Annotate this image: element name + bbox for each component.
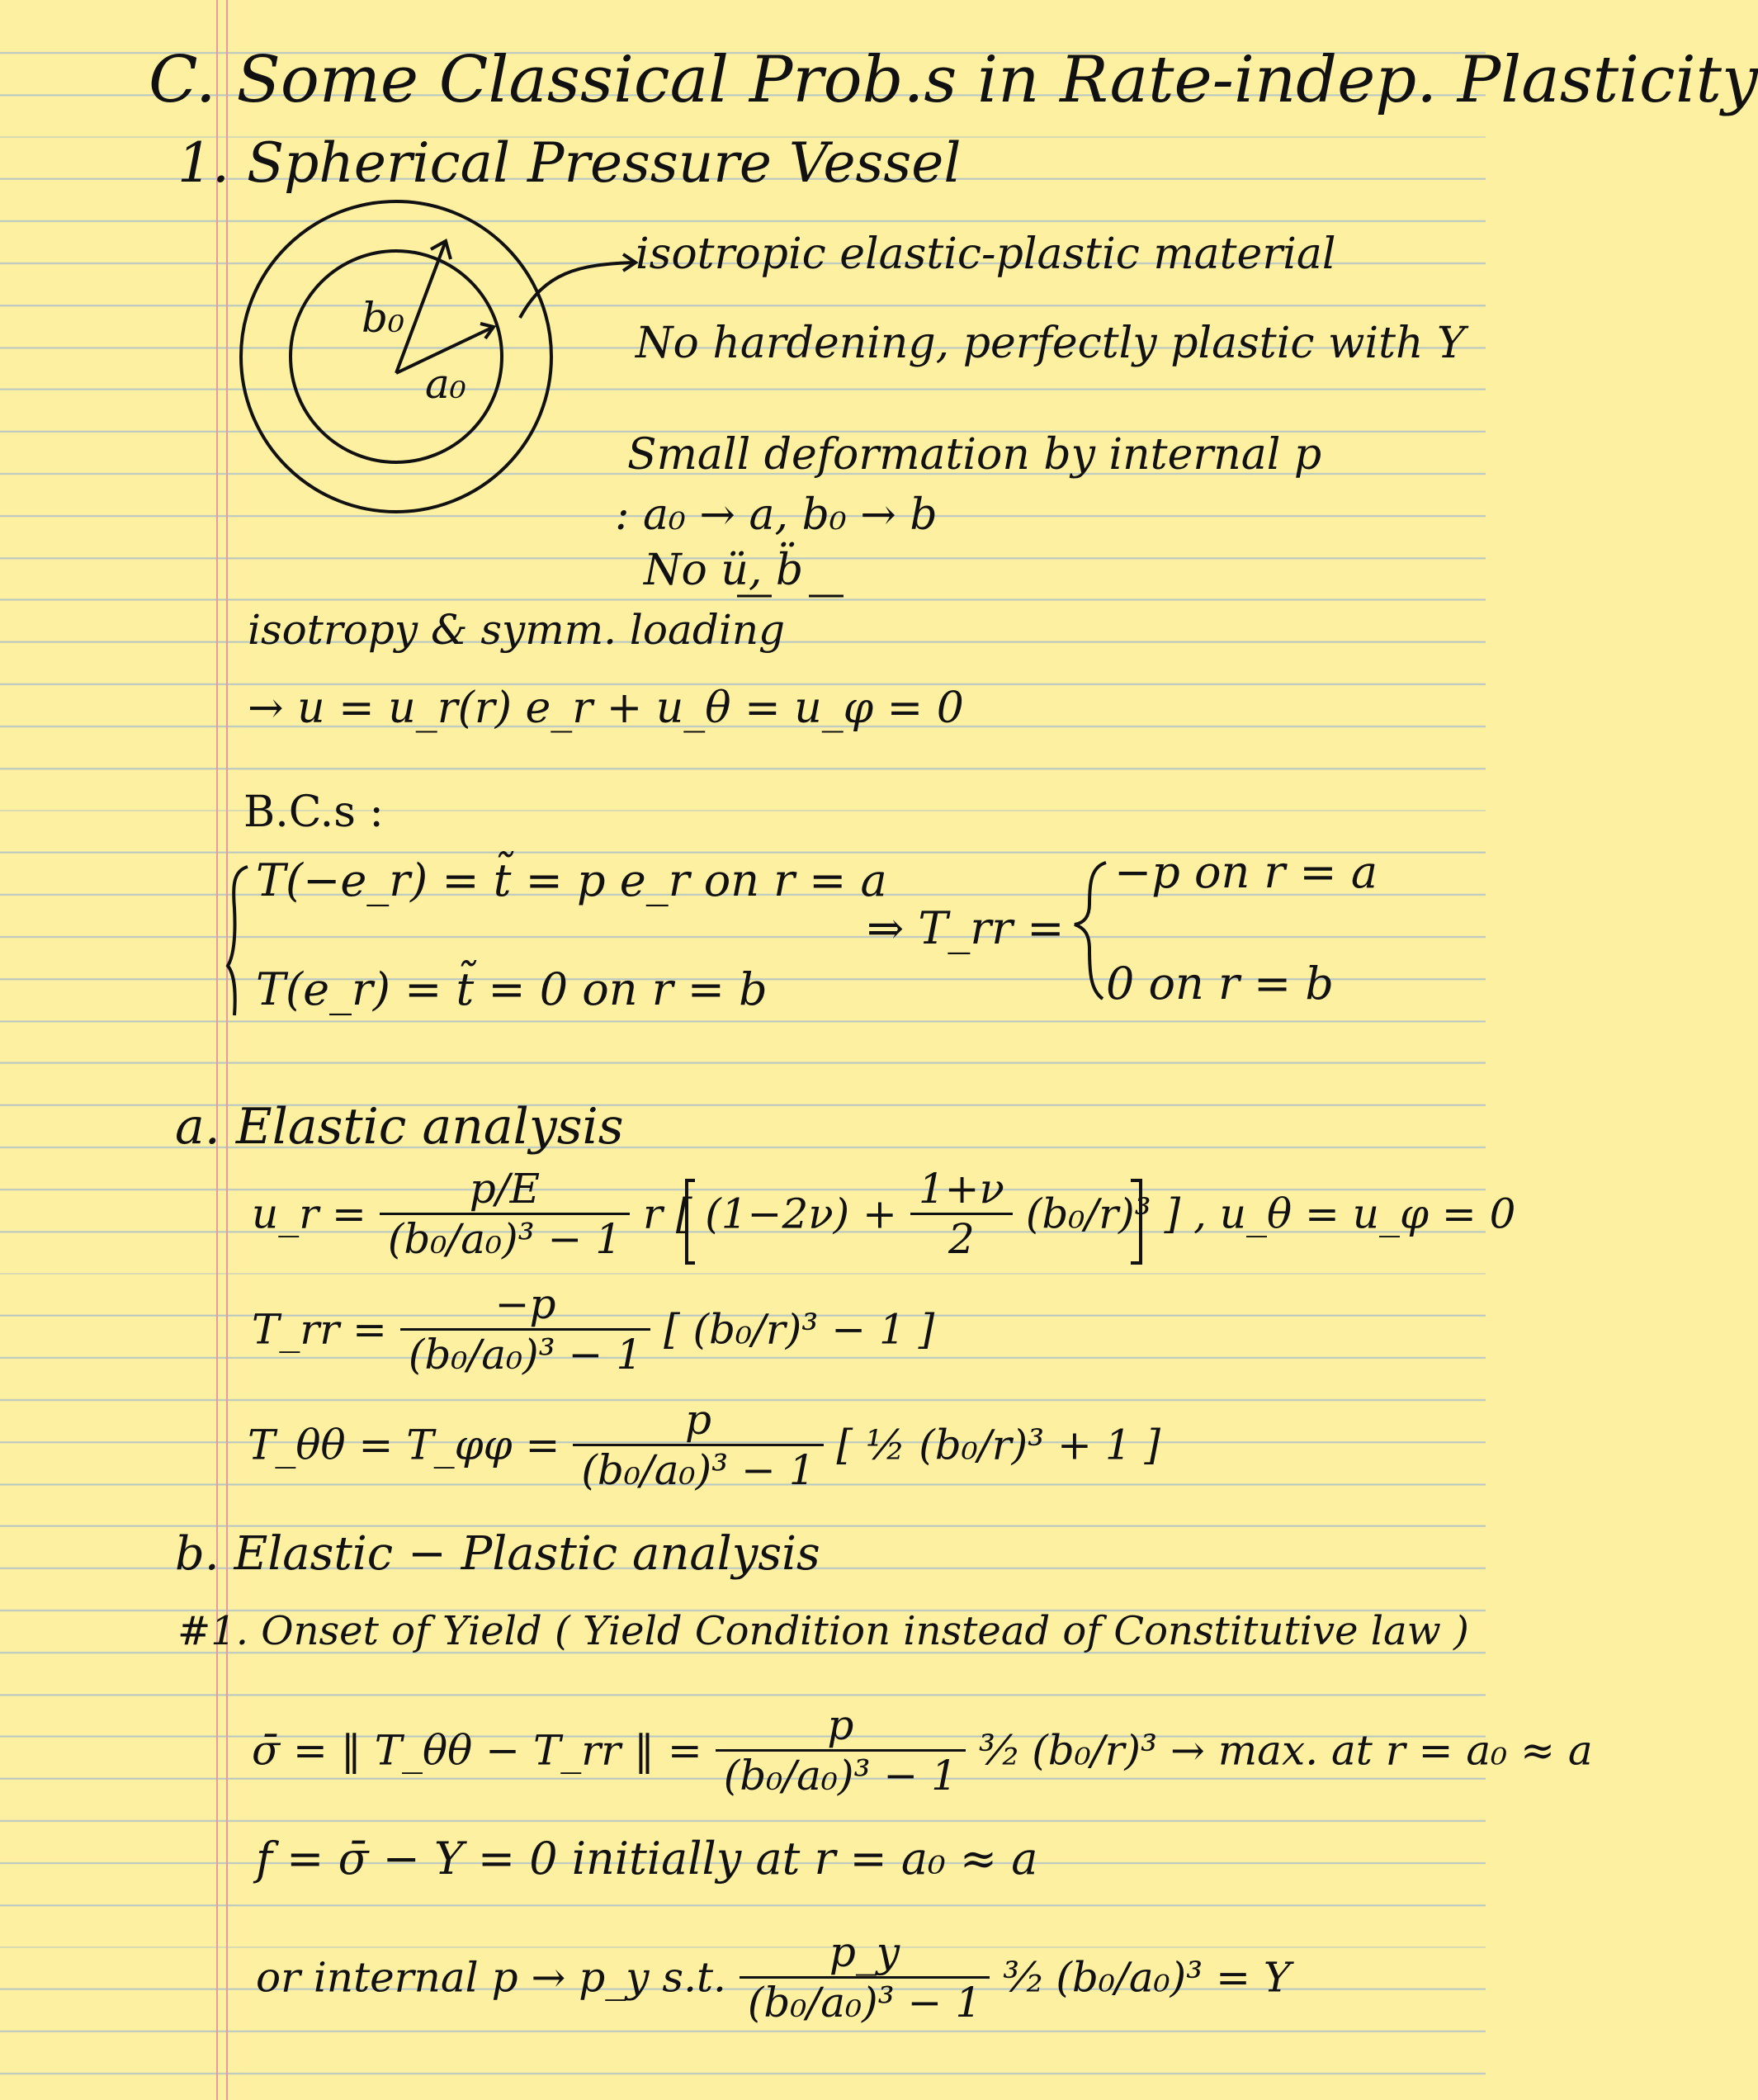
section-heading: 1. Spherical Pressure Vessel: [177, 131, 962, 195]
right-brace: [1075, 863, 1106, 999]
plastic-title: b. Elastic − Plastic analysis: [175, 1527, 820, 1581]
ur-poisson-fraction: $\frac{1+\nu}{2}$: [910, 1168, 1013, 1260]
label-b0: b₀: [362, 294, 405, 342]
symmetry-line-1: isotropy & symm. loading: [248, 606, 786, 654]
assumption-4: : a₀ → a, b₀ → b: [615, 490, 938, 540]
elastic-title: a. Elastic analysis: [175, 1098, 624, 1156]
inner-sphere: [291, 251, 502, 462]
outer-sphere: [241, 201, 551, 512]
bc-case-1: −p on r = a: [1114, 846, 1378, 898]
assumption-5: No ü, b̈: [644, 546, 804, 595]
tee-equation: T_θθ = T_φφ = $\frac{p}{\text{(b₀/a₀)³ − 1}}$ [ ½ (b₀/r)³ + 1 ]: [248, 1396, 1161, 1494]
trr-equation: T_rr = $\frac{-p}{\text{(b₀/a₀)³ − 1}}$ [ (b₀/r)³ − 1 ]: [252, 1280, 935, 1379]
bc-implies: ⇒ T_rr =: [867, 902, 1065, 954]
left-brace: [228, 867, 248, 1015]
assumption-3: Small deformation by internal p: [627, 430, 1322, 480]
assumption-1: isotropic elastic-plastic material: [636, 229, 1336, 279]
tee-fraction: $\frac{p}{\text{(b₀/a₀)³ − 1}}$: [573, 1399, 823, 1491]
py-fraction: $\frac{p\_y}{\text{(b₀/a₀)³ − 1}}$: [740, 1932, 990, 2023]
ur-equation: [252, 1165, 1516, 1263]
symmetry-line-2: → u = u_r(r) e_r + u_θ = u_φ = 0: [248, 683, 964, 733]
ur-rest: r [ (1−2ν) +: [643, 1190, 910, 1238]
onset-heading: #1. Onset of Yield ( Yield Condition instead of Constitutive law ): [177, 1608, 1469, 1654]
bc-case-2: 0 on r = b: [1106, 958, 1334, 1010]
trr-fraction: $\frac{-p}{\text{(b₀/a₀)³ − 1}}$: [400, 1284, 650, 1375]
label-a0: a₀: [425, 360, 466, 408]
sigma-fraction: $\frac{p}{\text{(b₀/a₀)³ − 1}}$: [716, 1705, 966, 1796]
sigma-equation: σ̄ = ‖ T_θθ − T_rr ‖ = $\frac{p}{\text{(b₀/a₀)³ − 1}}$ ³⁄₂ (b₀/r)³ → max. at r = a₀ ≈ a: [252, 1701, 1593, 1800]
ur-fraction: $\frac{p/E}{\text{(b₀/a₀)³ − 1}}$: [380, 1168, 630, 1260]
yield-function: f = σ̄ − Y = 0 initially at r = a₀ ≈ a: [256, 1833, 1038, 1885]
bcs-title: B.C.s :: [243, 788, 384, 837]
ur-tail: (b₀/r)³ ] , u_θ = u_φ = 0: [1025, 1190, 1516, 1238]
ur-lhs: u_r =: [252, 1190, 366, 1238]
py-equation: or internal p → p_y s.t. $\frac{p\_y}{\text{(b₀/a₀)³ − 1}}$ ³⁄₂ (b₀/a₀)³ = Y: [256, 1928, 1291, 2027]
bc-row-1: T(−e_r) = t̃ = p e_r on r = a: [256, 854, 887, 906]
bc-row-2: T(e_r) = t̃ = 0 on r = b: [256, 963, 768, 1015]
assumption-2: No hardening, perfectly plastic with Y: [636, 319, 1466, 368]
page-heading: C. Some Classical Prob.s in Rate-indep. Plasticity: [149, 43, 1758, 117]
